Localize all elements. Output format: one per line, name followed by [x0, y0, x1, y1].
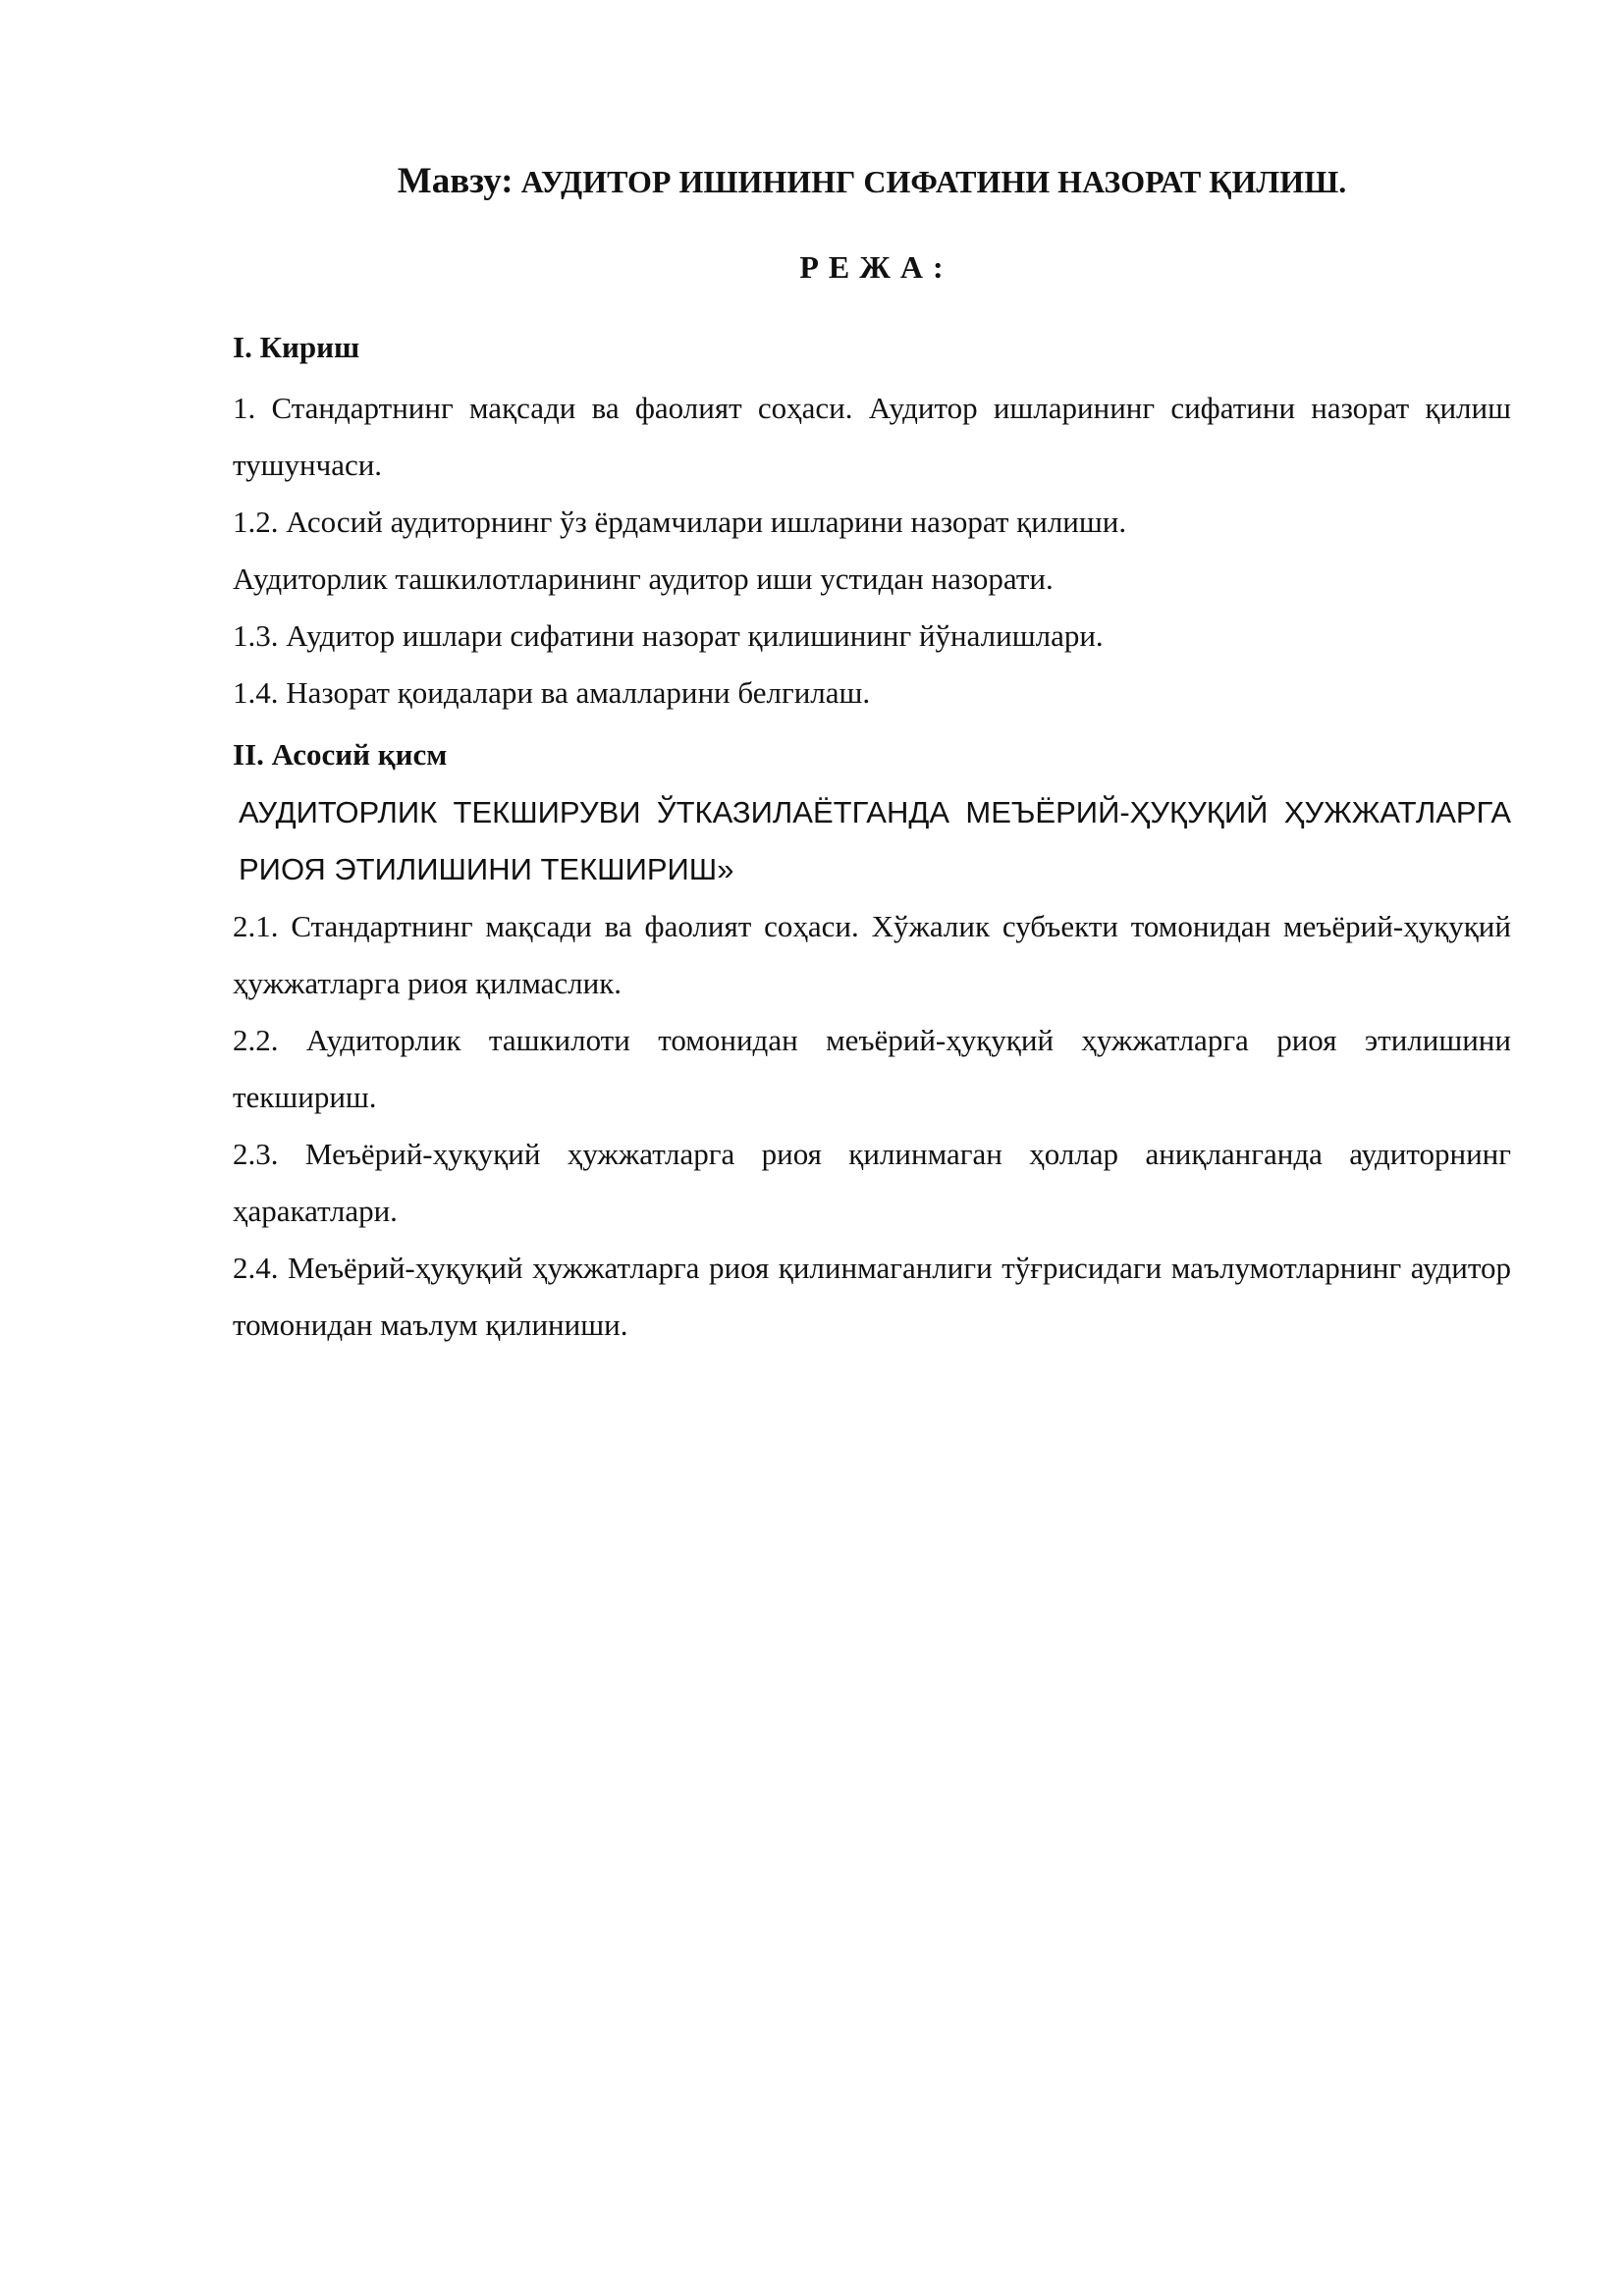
plan-heading: Р Е Ж А : — [799, 249, 945, 285]
section-heading-introduction: I. Кириш — [233, 330, 360, 364]
plan-item-1-2: 1.2. Асосий аудиторнинг ўз ёрдамчилари ишларини назорат қилиши. — [233, 505, 1127, 539]
title-prefix: Мавзу: — [397, 161, 514, 201]
document-content — [233, 152, 1511, 1354]
plan-item-2-1: 2.1. Стандартнинг мақсади ва фаолият соҳаси. Хўжалик субъекти томонидан меъёрий-ҳуқуқий ҳужжатларга риоя қилмаслик. — [233, 909, 1511, 1000]
plan-item-2-2: 2.2. Аудиторлик ташкилоти томонидан меъёрий-ҳуқуқий ҳужжатларга риоя этилишини текшириш. — [233, 1023, 1511, 1114]
title-main: АУДИТОР ИШИНИНГ СИФАТИНИ НАЗОРАТ ҚИЛИШ. — [520, 164, 1347, 199]
plan-item-1: 1. Стандартнинг мақсади ва фаолият соҳаси. Аудитор ишларининг сифатини назорат қилиш тушунчаси. — [233, 391, 1511, 482]
plan-item-1-3: 1.3. Аудитор ишлари сифатини назорат қилишининг йўналишлари. — [233, 618, 1104, 653]
section-heading-main-part: II. Асосий қисм — [233, 737, 448, 772]
main-part-caps-title: АУДИТОРЛИК ТЕКШИРУВИ ЎТКАЗИЛАЁТГАНДА МЕЪЁРИЙ-ҲУҚУҚИЙ ҲУЖЖАТЛАРГА РИОЯ ЭТИЛИШИНИ ТЕКШИРИШ» — [239, 795, 1511, 886]
plan-item-2-3: 2.3. Меъёрий-ҳуқуқий ҳужжатларга риоя қилинмаган ҳоллар аниқланганда аудиторнинг ҳаракатлари. — [233, 1137, 1511, 1228]
document-title — [233, 152, 1511, 211]
plan-item-2-4: 2.4. Меъёрий-ҳуқуқий ҳужжатларга риоя қилинмаганлиги тўғрисидаги маълумотларнинг аудитор томонидан маълум қилиниши. — [233, 1251, 1511, 1342]
plan-item-audit-org-control: Аудиторлик ташкилотларининг аудитор иши устидан назорати. — [233, 561, 1054, 596]
plan-item-1-4: 1.4. Назорат қоидалари ва амалларини белгилаш. — [233, 675, 871, 710]
